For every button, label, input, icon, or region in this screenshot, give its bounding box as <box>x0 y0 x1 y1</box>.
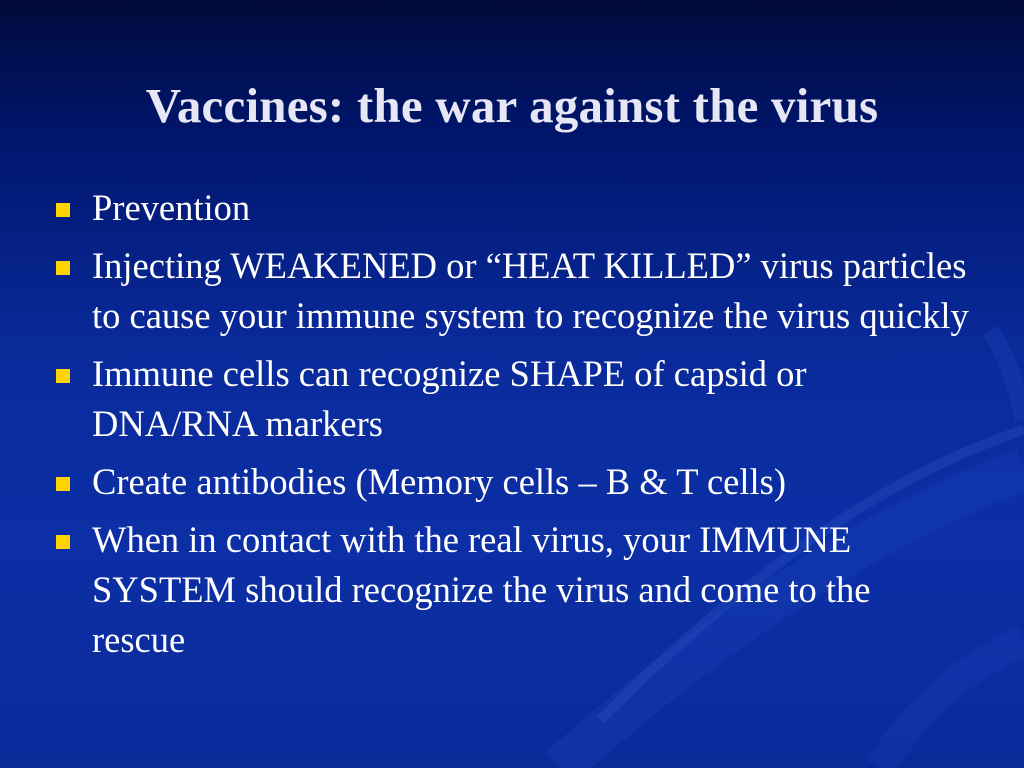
bullet-item <box>52 515 972 665</box>
bullet-item <box>52 183 972 233</box>
bullet-text: Injecting WEAKENED or “HEAT KILLED” virus particles to cause your immune system to recognize the virus quickly <box>92 245 969 336</box>
bullet-text: Immune cells can recognize SHAPE of capsid or DNA/RNA markers <box>92 353 807 444</box>
bullet-item <box>52 241 972 341</box>
slide-title: Vaccines: the war against the virus <box>145 78 879 133</box>
square-bullet-icon <box>56 535 70 549</box>
bullet-list <box>52 183 972 673</box>
square-bullet-icon <box>56 369 70 383</box>
bullet-item <box>52 457 972 507</box>
square-bullet-icon <box>56 261 70 275</box>
bullet-item <box>52 349 972 449</box>
square-bullet-icon <box>56 477 70 491</box>
square-bullet-icon <box>56 203 70 217</box>
bullet-text: Prevention <box>92 187 251 228</box>
bullet-text: Create antibodies (Memory cells – B & T cells) <box>92 461 787 502</box>
bullet-text: When in contact with the real virus, your IMMUNE SYSTEM should recognize the virus and come to the rescue <box>92 519 871 660</box>
